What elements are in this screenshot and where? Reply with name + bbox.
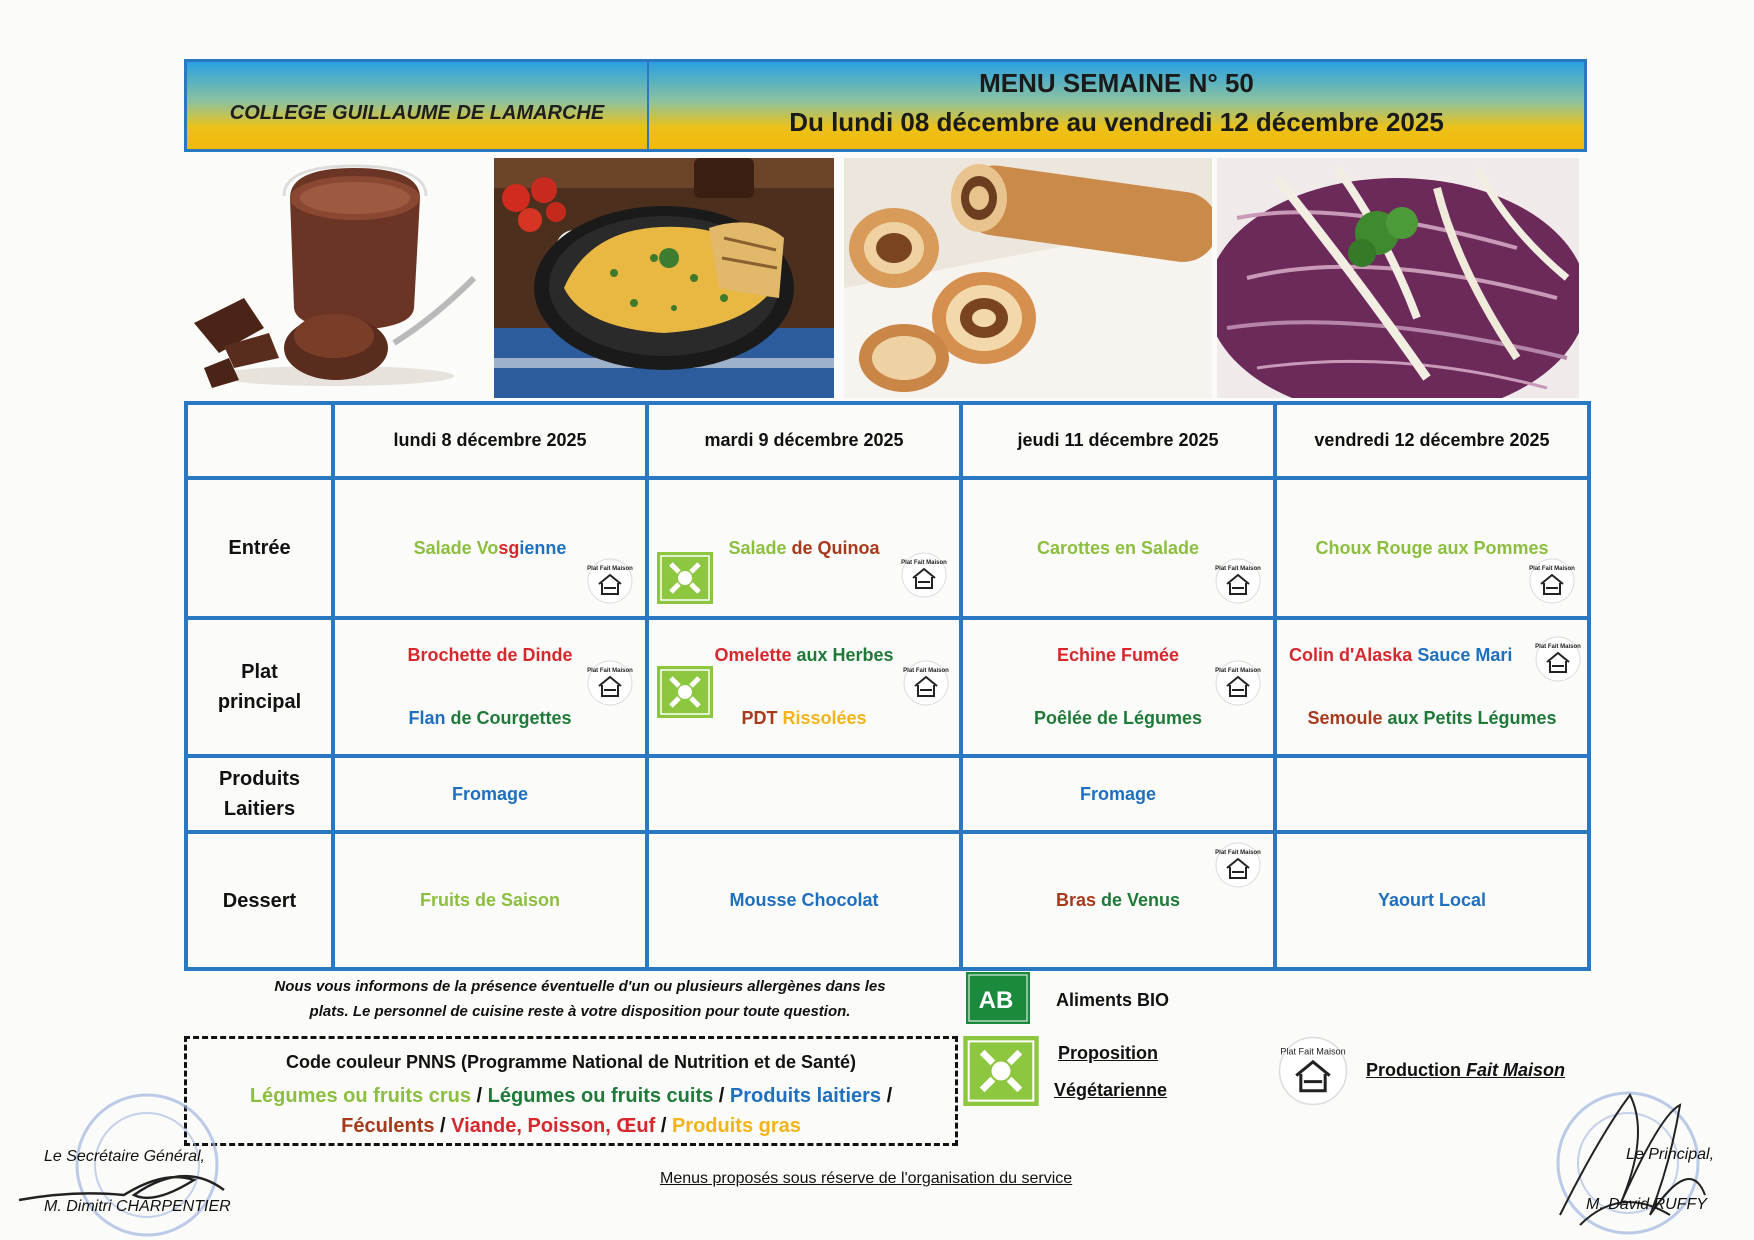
dish-text: de Quinoa <box>786 537 880 558</box>
dish-text: Salade <box>413 537 477 558</box>
row-label-entree: Entrée <box>186 478 333 618</box>
signatory-right-name: M. David RUFFY <box>1586 1196 1707 1213</box>
dish-text: Courgettes <box>476 708 572 728</box>
cell-mardi-laitiers <box>647 756 961 832</box>
fait-maison-icon-text: Plat Fait Maison <box>1280 1046 1346 1057</box>
dish-text: Poêlée de Légumes <box>1033 708 1203 728</box>
dish-text: aux Petits Légumes <box>1382 708 1557 728</box>
vegetarian-label-line-2: Végétarienne <box>1054 1080 1168 1100</box>
day-header-vendredi: vendredi 12 décembre 2025 <box>1275 403 1589 478</box>
pnns-sep: / <box>434 1115 452 1137</box>
table-row-produits-laitiers <box>186 756 1589 832</box>
fait-maison-icon-text: Plat Fait Maison <box>1529 566 1575 572</box>
dish-text: Brochette de Dinde <box>407 645 573 665</box>
pnns-sep: / <box>881 1085 893 1107</box>
row-label-line: Produits <box>218 768 301 790</box>
plat-fait-maison-icon <box>1535 636 1581 682</box>
pnns-dairy: Produits laitiers <box>729 1085 882 1107</box>
pnns-raw-veg: Légumes ou fruits crus <box>249 1085 471 1107</box>
cell-mardi-entree <box>647 478 961 618</box>
pnns-fat: Produits gras <box>671 1115 801 1137</box>
dish-text: sg <box>498 537 520 558</box>
signatory-right-role: Le Principal, <box>1626 1146 1715 1163</box>
red-cabbage-salad-photo <box>1217 158 1579 398</box>
row-label-line: Plat <box>241 661 278 683</box>
pnns-color-code-box <box>184 1036 958 1146</box>
cell-vendredi-dessert: Yaourt Local <box>1275 832 1589 969</box>
dish-text: Rissolées <box>777 708 867 728</box>
table-header-row <box>186 403 1589 478</box>
row-label-plat-principal <box>186 618 333 756</box>
fait-maison-icon-text: Plat Fait Maison <box>587 566 633 572</box>
fait-maison-icon-text: Plat Fait Maison <box>1215 566 1261 572</box>
fait-maison-label-prefix: Production <box>1366 1060 1466 1080</box>
pnns-starch: Féculents <box>341 1115 435 1137</box>
vegetarian-label-line-1: Proposition <box>1058 1043 1158 1063</box>
menu-title: MENU SEMAINE N° 50 <box>979 68 1254 98</box>
header-banner <box>184 59 1587 152</box>
dish-text: de Venus <box>1095 890 1181 910</box>
cell-mardi-dessert: Mousse Chocolat <box>647 832 961 969</box>
plat-fait-maison-icon <box>587 660 633 706</box>
cell-vendredi-plat <box>1275 618 1589 756</box>
row-label-produits-laitiers <box>186 756 333 832</box>
fait-maison-icon-text: Plat Fait Maison <box>587 668 633 674</box>
fait-maison-icon-text: Plat Fait Maison <box>901 560 947 566</box>
plat-fait-maison-icon <box>1215 660 1261 706</box>
pnns-protein: Viande, Poisson, Œuf <box>451 1115 656 1137</box>
bio-label: Aliments BIO <box>1056 990 1170 1010</box>
allergen-notice <box>200 974 960 1024</box>
table-row-entree <box>186 478 1589 618</box>
allergen-line-1: Nous vous informons de la présence éventuelle d'un ou plusieurs allergènes dans les <box>274 978 886 995</box>
cell-vendredi-laitiers <box>1275 756 1589 832</box>
dish-text: Carottes en Salade <box>1036 537 1200 558</box>
cell-jeudi-laitiers: Fromage <box>961 756 1275 832</box>
dish-text: de <box>445 708 477 728</box>
cell-vendredi-entree <box>1275 478 1589 618</box>
vegetarian-icon <box>657 666 713 718</box>
bras-de-venus-photo <box>844 158 1212 398</box>
dish-text: Choux Rouge aux Pommes <box>1315 537 1549 558</box>
menu-title-block <box>649 62 1584 149</box>
chocolate-mousse-photo <box>184 158 490 398</box>
corner-cell <box>186 403 333 478</box>
table-row-dessert <box>186 832 1589 969</box>
service-note: Menus proposés sous réserve de l'organisation du service <box>660 1170 1073 1187</box>
row-label-dessert: Dessert <box>186 832 333 969</box>
dish-text: PDT <box>741 708 778 728</box>
ab-bio-icon <box>966 972 1030 1024</box>
allergen-line-2: plats. Le personnel de cuisine reste à votre disposition pour toute question. <box>309 1003 851 1020</box>
fait-maison-icon-text: Plat Fait Maison <box>1535 644 1581 650</box>
dish-text: Echine Fumée <box>1056 645 1180 665</box>
dish-text: Semoule <box>1307 708 1383 728</box>
fait-maison-icon-text: Plat Fait Maison <box>1215 668 1261 674</box>
cell-lundi-entree <box>333 478 647 618</box>
plat-fait-maison-icon <box>1215 842 1261 888</box>
ab-logo-text: AB <box>978 987 1014 1014</box>
signatory-left-name: M. Dimitri CHARPENTIER <box>44 1198 231 1215</box>
cell-lundi-plat <box>333 618 647 756</box>
plat-fait-maison-icon <box>903 660 949 706</box>
cell-jeudi-entree <box>961 478 1275 618</box>
day-header-lundi: lundi 8 décembre 2025 <box>333 403 647 478</box>
plat-fait-maison-legend-icon <box>1278 1036 1348 1106</box>
vegetarian-icon <box>657 552 713 604</box>
table-row-plat-principal <box>186 618 1589 756</box>
omelette-photo <box>494 158 834 398</box>
dish-text: Omelette <box>714 645 792 665</box>
menu-table <box>184 401 1591 971</box>
fait-maison-label <box>1366 1060 1565 1081</box>
pnns-codes <box>187 1081 955 1141</box>
plat-fait-maison-icon <box>1529 558 1575 604</box>
menu-dates: Du lundi 08 décembre au vendredi 12 décembre 2025 <box>789 107 1444 137</box>
day-header-mardi: mardi 9 décembre 2025 <box>647 403 961 478</box>
dish-text: Vo <box>476 537 499 558</box>
dish-text: Salade <box>728 537 787 558</box>
pnns-title: Code couleur PNNS (Programme National de Nutrition et de Santé) <box>285 1052 857 1072</box>
plat-fait-maison-icon <box>587 558 633 604</box>
dish-text: Flan <box>408 708 446 728</box>
fait-maison-icon-text: Plat Fait Maison <box>1215 850 1261 856</box>
plat-fait-maison-icon <box>901 552 947 598</box>
cell-lundi-dessert: Fruits de Saison <box>333 832 647 969</box>
dish-text: Bras <box>1055 890 1096 910</box>
row-label-line: Laitiers <box>223 798 296 820</box>
pnns-sep: / <box>470 1085 488 1107</box>
cell-jeudi-plat <box>961 618 1275 756</box>
school-name: COLLEGE GUILLAUME DE LAMARCHE <box>187 62 649 149</box>
dish-text: Colin d'Alaska <box>1289 645 1413 665</box>
plat-fait-maison-icon <box>1215 558 1261 604</box>
dish-text: aux Herbes <box>791 645 894 665</box>
fait-maison-label-emphasis: Fait Maison <box>1466 1060 1566 1080</box>
cell-lundi-laitiers: Fromage <box>333 756 647 832</box>
day-header-jeudi: jeudi 11 décembre 2025 <box>961 403 1275 478</box>
dish-text: Sauce Mari <box>1412 645 1513 665</box>
cell-jeudi-dessert <box>961 832 1275 969</box>
signatory-left-role: Le Secrétaire Général, <box>44 1148 205 1165</box>
row-label-line: principal <box>217 691 302 713</box>
vegetarian-legend-icon <box>963 1036 1039 1106</box>
pnns-sep: / <box>713 1085 730 1107</box>
cell-mardi-plat <box>647 618 961 756</box>
fait-maison-icon-text: Plat Fait Maison <box>903 668 949 674</box>
pnns-cooked-veg: Légumes ou fruits cuits <box>487 1085 714 1107</box>
dish-text: ienne <box>519 537 567 558</box>
pnns-sep: / <box>655 1115 672 1137</box>
